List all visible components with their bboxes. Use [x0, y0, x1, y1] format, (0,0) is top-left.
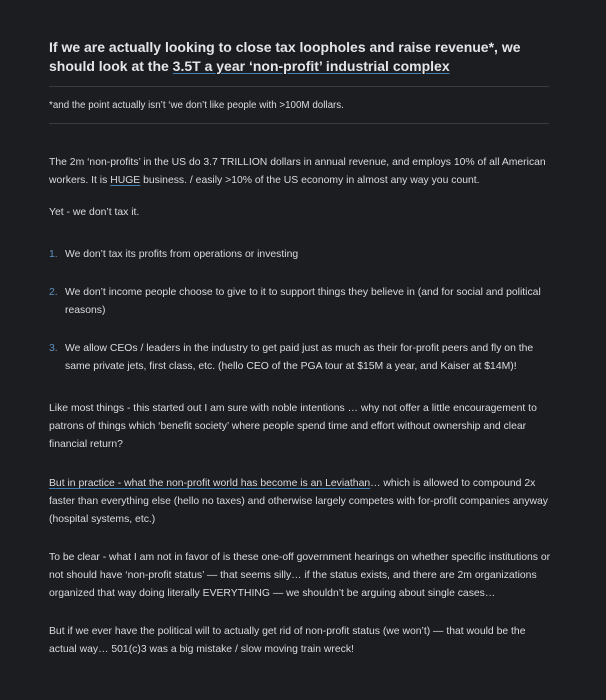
- paragraph-yet: Yet - we don’t tax it.: [49, 207, 140, 218]
- paragraph-intentions: Like most things - this started out I am sure with noble intentions … why not offer a little encouragement to patrons of things which ‘benefit society’ where people spend time and effort without ownership and clear financial return?: [49, 403, 537, 450]
- paragraph-stats: [49, 154, 552, 190]
- paragraph-leviathan: [49, 475, 552, 529]
- list-text: We allow CEOs / leaders in the industry to get paid just as much as their for-profit peers and fly on the same private jets, first class, etc. (hello CEO of the PGA tour at $15M a year, and Kaiser at $14M)!: [65, 343, 534, 372]
- list-number: 2.: [49, 287, 58, 298]
- list-number: 1.: [49, 249, 58, 260]
- text: The 2m ‘non-profits’ in the US do 3.7 TRILLION dollars in annual revenue, and employs 10% of all American workers. It is: [49, 157, 546, 186]
- list-text: We don’t tax its profits from operations or investing: [65, 249, 299, 260]
- text: business. / easily >10% of the US economy in almost any way you count.: [140, 175, 480, 186]
- post-title: [49, 38, 552, 76]
- paragraph-conclusion: But if we ever have the political will to actually get rid of non-profit status (we won’t) — that would be the actual way… 501(c)3 was a big mistake / slow moving train wreck!: [49, 626, 526, 655]
- text: … which is allowed to compound 2x faster than everything else (hello no taxes) and otherwise largely competes with for-profit companies anyway (hospital systems, etc.): [49, 478, 548, 525]
- list-item: [49, 340, 552, 376]
- list-number: 3.: [49, 343, 58, 354]
- list-item: [49, 246, 552, 264]
- list-text: We don’t income people choose to give to it to support things they believe in (and for social and political reasons): [65, 287, 541, 316]
- divider: [49, 86, 549, 87]
- huge-link[interactable]: HUGE: [110, 175, 141, 186]
- leviathan-link[interactable]: But in practice - what the non-profit world has become is an Leviathan: [49, 478, 371, 489]
- title-text: If we are actually looking to close tax loopholes and raise revenue*, we should look at the: [49, 39, 521, 74]
- divider: [49, 123, 549, 124]
- footnote: *and the point actually isn’t ‘we don’t like people with >100M dollars.: [49, 100, 344, 111]
- paragraph-hearings: To be clear - what I am not in favor of is these one-off government hearings on whether specific institutions or not should have ‘non-profit status’ — that seems silly… if the status exists, and there are 2m organizations organized that way doing literally EVERYTHING — we shouldn’t be arguing about single cases…: [49, 552, 551, 599]
- title-link[interactable]: 3.5T a year ‘non-profit’ industrial complex: [172, 58, 450, 74]
- list-item: [49, 284, 552, 320]
